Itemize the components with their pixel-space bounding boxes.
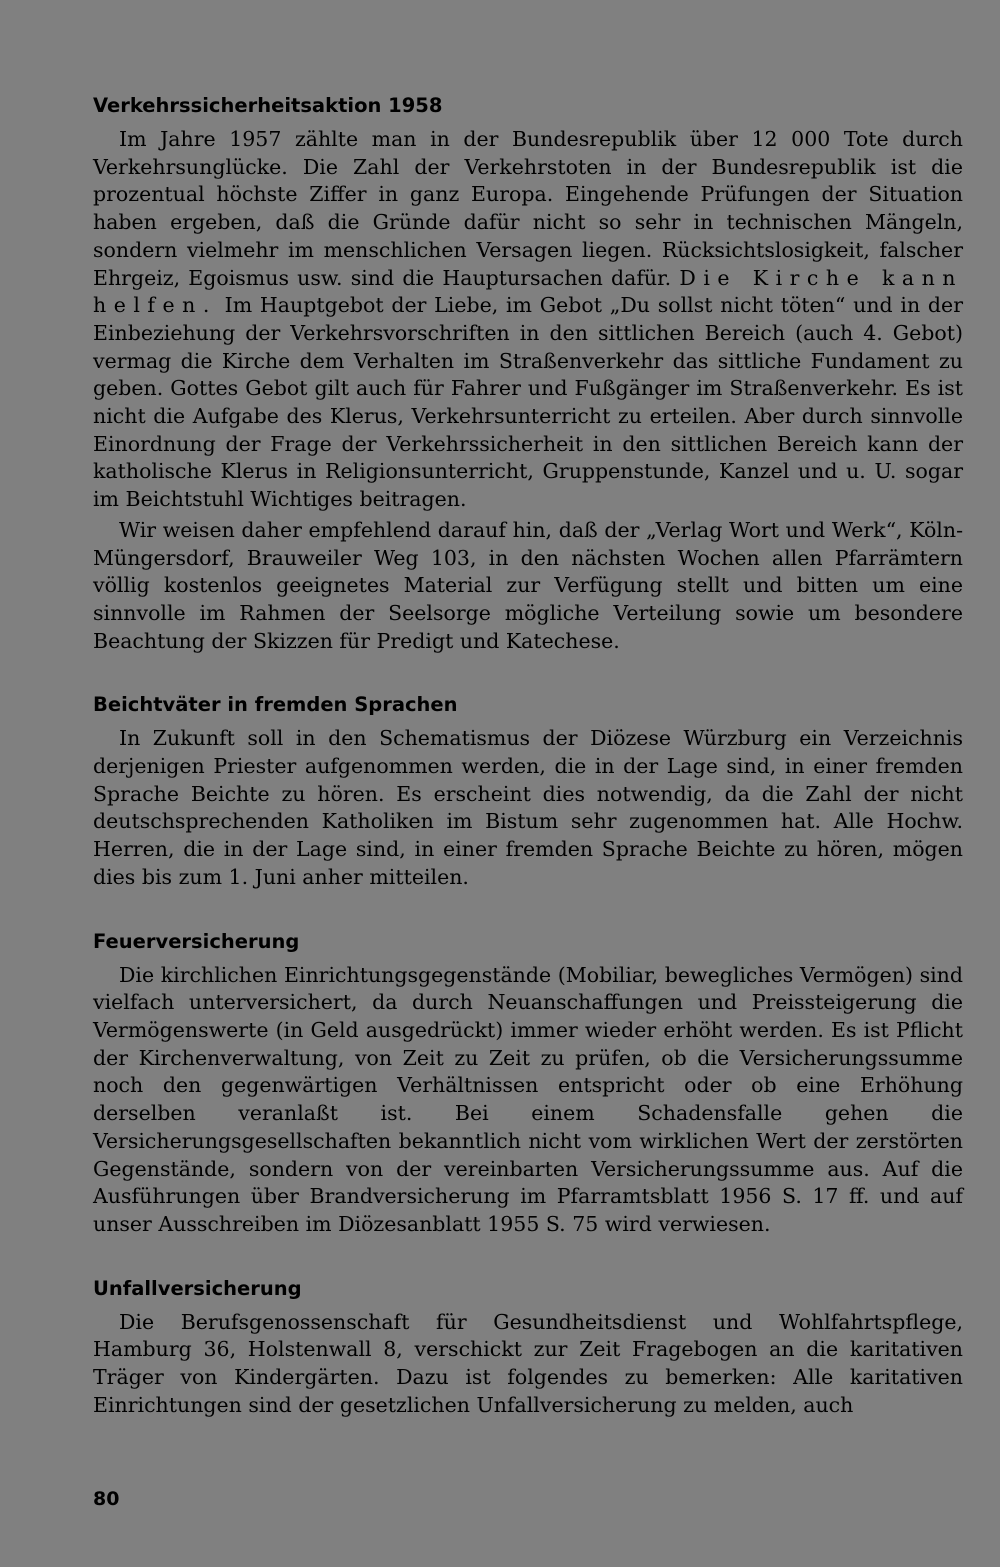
section-fire-insurance [93,928,963,1239]
paragraph-text: Im Jahre 1957 zählte man in der Bundesrepublik über 12 000 Tote durch Verkehrsunglücke. Die Zahl der Verkehrstoten in der Bundesrepublik ist die prozentual höchste Ziffer in ganz Europa. Eingehende Prüfungen der Situation haben ergeben, daß die Gründe dafür nicht so sehr in technischen Mängeln, sondern vielmehr im menschlichen Versagen liegen. Rücksichtslosigkeit, falscher Ehrgeiz, Egoismus usw. sind die Hauptursachen dafür. [93,127,963,290]
section-heading: Unfallversicherung [93,1276,302,1300]
section-accident-insurance [93,1275,963,1420]
section-traffic-safety [93,92,963,655]
section-heading: Feuerversicherung [93,929,300,953]
document-page [93,92,963,1455]
paragraph: Wir weisen daher empfehlend darauf hin, daß der „Verlag Wort und Werk“, Köln-Müngersdorf, Brauweiler Weg 103, in den nächsten Wochen allen Pfarrämtern völlig kostenlos geeignetes Material zur Verfügung stellt und bitten um eine sinnvolle im Rahmen der Seelsorge mögliche Verteilung sowie um besondere Beachtung der Skizzen für Predigt und Katechese. [93,517,963,653]
paragraph [93,126,963,514]
paragraph: Die kirchlichen Einrichtungsgegenstände (Mobiliar, bewegliches Vermögen) sind vielfach unterversichert, da durch Neuanschaffungen und Preissteigerung die Vermögenswerte (in Geld ausgedrückt) immer wieder erhöht werden. Es ist Pflicht der Kirchenverwaltung, von Zeit zu Zeit zu prüfen, ob die Versicherungssumme noch den gegenwärtigen Verhältnissen entspricht oder ob eine Erhöhung derselben veranlaßt ist. Bei einem Schadensfalle gehen die Versicherungsgesellschaften bekanntlich nicht vom wirklichen Wert der zerstörten Gegenstände, sondern von der vereinbarten Versicherungssumme aus. Auf die Ausführungen über Brandversicherung im Pfarramtsblatt 1956 S. 17 ff. und auf unser Ausschreiben im Diözesanblatt 1955 S. 75 wird verwiesen. [93,962,963,1236]
section-heading: Verkehrssicherheitsaktion 1958 [93,94,443,117]
emphasis-text: Die Kirche kann helfen. [93,265,963,318]
section-heading: Beichtväter in fremden Sprachen [93,693,458,717]
paragraph: In Zukunft soll in den Schematismus der Diözese Würzburg ein Verzeichnis derjenigen Priester aufgenommen werden, die in der Lage sind, in einer fremden Sprache Beichte zu hören. Es erscheint dies notwendig, da die Zahl der nicht deutschsprechenden Katholiken im Bistum sehr zugenommen hat. Alle Hochw. Herren, die in der Lage sind, in einer fremden Sprache Beichte zu hören, mögen dies bis zum 1. Juni anher mitteilen. [93,726,963,889]
section-confessors [93,691,963,891]
paragraph: Die Berufsgenossenschaft für Gesundheitsdienst und Wohlfahrtspflege, Hamburg 36, Holstenwall 8, verschickt zur Zeit Fragebogen an die karitativen Träger von Kindergärten. Dazu ist folgendes zu bemerken: Alle karitativen Einrichtungen sind der gesetzlichen Unfallversicherung zu melden, auch [93,1309,963,1417]
paragraph-text: Im Hauptgebot der Liebe, im Gebot „Du sollst nicht töten“ und in der Einbeziehung der Verkehrsvorschriften in den sittlichen Bereich (auch 4. Gebot) vermag die Kirche dem Verhalten im Straßenverkehr das sittliche Fundament zu geben. Gottes Gebot gilt auch für Fahrer und Fußgänger im Straßenverkehr. Es ist nicht die Aufgabe des Klerus, Verkehrsunterricht zu erteilen. Aber durch sinnvolle Einordnung der Frage der Verkehrssicherheit in den sittlichen Bereich kann der katholische Klerus in Religionsunterricht, Gruppenstunde, Kanzel und u. U. sogar im Beichtstuhl Wichtiges beitragen. [93,293,963,512]
page-number: 80 [93,1488,120,1510]
